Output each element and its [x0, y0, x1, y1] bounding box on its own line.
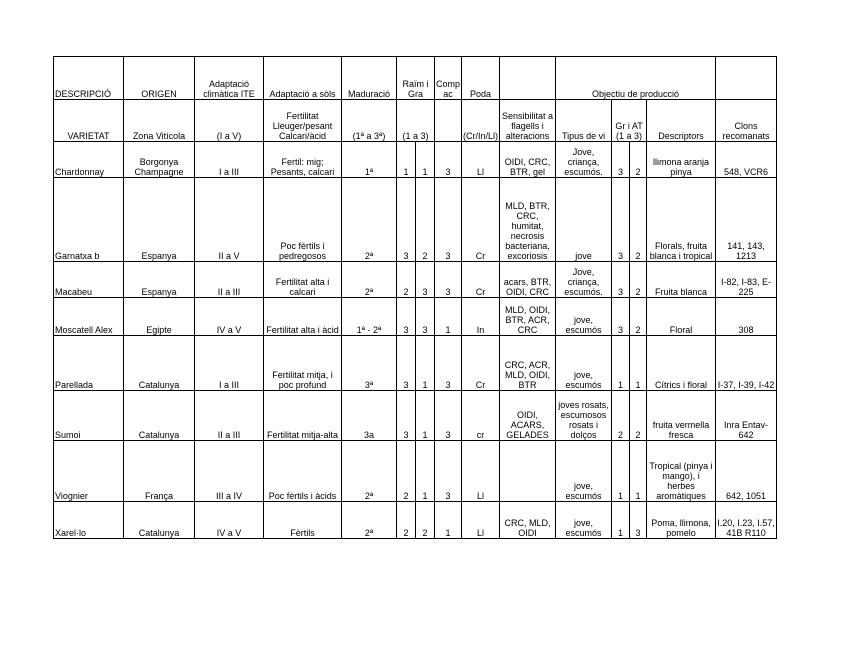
cell-gr: 1 — [612, 336, 630, 391]
header-clons: Clons recomanats — [716, 100, 777, 142]
cell-gr: 1 — [612, 502, 630, 539]
cell-clones: 642, 1051 — [716, 441, 777, 502]
cell-ite: II a III — [195, 391, 264, 441]
varieties-body — [54, 142, 777, 539]
table-row — [54, 142, 777, 178]
cell-clones: Inra Entav-642 — [716, 391, 777, 441]
cell-poda: cr — [462, 391, 500, 441]
cell-compac: 3 — [435, 336, 462, 391]
cell-compac: 3 — [435, 142, 462, 178]
cell-descriptors: llimona aranja pinya — [647, 142, 716, 178]
cell-raim: 3 — [397, 336, 416, 391]
cell-gr: 3 — [612, 298, 630, 336]
cell-maturation: 2ª — [342, 178, 397, 262]
header-maduracio-range: (1ª a 3ª) — [342, 100, 397, 142]
cell-descriptors: Fruita blanca — [647, 262, 716, 298]
cell-soil: Fertil: mig; Pesants, calcari — [264, 142, 342, 178]
header-raim-gra: Raïm i Gra — [397, 57, 435, 100]
header-compac-blank — [435, 100, 462, 142]
cell-wine: joves rosats, escumosos rosats i dolços — [556, 391, 612, 441]
cell-gr: 3 — [612, 142, 630, 178]
cell-maturation: 2ª — [342, 262, 397, 298]
table-row — [54, 262, 777, 298]
cell-gr: 3 — [612, 262, 630, 298]
cell-variety: Sumoi — [54, 391, 124, 441]
header-sensibilitat-top — [500, 57, 556, 100]
header-adaptacio-sols: Adaptació a sòls — [264, 57, 342, 100]
cell-raim: 3 — [397, 298, 416, 336]
cell-maturation: 1ª - 2ª — [342, 298, 397, 336]
header-clons-top — [716, 57, 777, 100]
table-row — [54, 441, 777, 502]
cell-gr: 2 — [612, 391, 630, 441]
cell-origin: França — [124, 441, 195, 502]
cell-compac: 3 — [435, 391, 462, 441]
header-varietat: VARIETAT — [54, 100, 124, 142]
cell-clones: 308 — [716, 298, 777, 336]
cell-wine: jove, escumós — [556, 441, 612, 502]
table-row — [54, 502, 777, 539]
table-row — [54, 298, 777, 336]
cell-poda: Ll — [462, 502, 500, 539]
cell-poda: In — [462, 298, 500, 336]
cell-ite: II a III — [195, 262, 264, 298]
header-tipus-vi: Tipus de vi — [556, 100, 612, 142]
header-zona-viticola: Zona Vitícola — [124, 100, 195, 142]
header-objectiu-produccio: Objectiu de producció — [556, 57, 716, 100]
cell-sensitivity: CRC, ACR, MLD, OIDI, BTR — [500, 336, 556, 391]
cell-origin: Catalunya — [124, 336, 195, 391]
header-descriptors: Descriptors — [647, 100, 716, 142]
cell-gra: 3 — [416, 262, 435, 298]
header-origen: ORIGEN — [124, 57, 195, 100]
cell-descriptors: Cítrics i floral — [647, 336, 716, 391]
cell-clones: I-37, I-39, I-42 — [716, 336, 777, 391]
cell-raim: 3 — [397, 178, 416, 262]
cell-maturation: 2ª — [342, 502, 397, 539]
cell-soil: Fertilitat alta i calcari — [264, 262, 342, 298]
cell-at: 1 — [630, 441, 647, 502]
cell-sensitivity: OIDI, CRC, BTR, gel — [500, 142, 556, 178]
cell-raim: 2 — [397, 441, 416, 502]
cell-at: 2 — [630, 391, 647, 441]
cell-ite: I a III — [195, 142, 264, 178]
cell-sensitivity: acars, BTR, OIDI, CRC — [500, 262, 556, 298]
cell-raim: 2 — [397, 502, 416, 539]
cell-soil: Fèrtils — [264, 502, 342, 539]
cell-origin: Egipte — [124, 298, 195, 336]
cell-ite: III a IV — [195, 441, 264, 502]
cell-poda: Ll — [462, 142, 500, 178]
cell-origin: Borgonya Champagne — [124, 142, 195, 178]
cell-origin: Catalunya — [124, 391, 195, 441]
cell-variety: Viognier — [54, 441, 124, 502]
cell-ite: IV a V — [195, 502, 264, 539]
cell-wine: jove, escumós — [556, 336, 612, 391]
header-adaptacio-climatica: Adaptació climàtica ITE — [195, 57, 264, 100]
cell-variety: Parellada — [54, 336, 124, 391]
cell-compac: 3 — [435, 262, 462, 298]
cell-compac: 1 — [435, 502, 462, 539]
header-poda-range: (Cr/In/Ll) — [462, 100, 500, 142]
cell-sensitivity: MLD, BTR, CRC, humitat, necrosis bacteriana, excoriosis — [500, 178, 556, 262]
cell-wine: jove — [556, 178, 612, 262]
header-gr-at: Gr i AT (1 a 3) — [612, 100, 647, 142]
cell-clones: 548, VCR6 — [716, 142, 777, 178]
cell-sensitivity: CRC, MLD, OIDI — [500, 502, 556, 539]
cell-poda: Cr — [462, 336, 500, 391]
cell-soil: Fertilitat mitja, i poc profund — [264, 336, 342, 391]
cell-clones: 141, 143, 1213 — [716, 178, 777, 262]
cell-at: 2 — [630, 178, 647, 262]
header-maduracio: Maduració — [342, 57, 397, 100]
varieties-table — [53, 56, 777, 539]
cell-at: 2 — [630, 262, 647, 298]
header-sensibilitat: Sensibilitat a flagells i alteracions — [500, 100, 556, 142]
cell-descriptors: Poma, llimona, pomelo — [647, 502, 716, 539]
cell-variety: Xarel·lo — [54, 502, 124, 539]
cell-maturation: 3ª — [342, 336, 397, 391]
cell-ite: II a V — [195, 178, 264, 262]
cell-descriptors: Tropical (pinya i mango), i herbes aromàtiques — [647, 441, 716, 502]
cell-variety: Garnatxa b — [54, 178, 124, 262]
header-row-1 — [54, 57, 777, 100]
cell-gra: 3 — [416, 298, 435, 336]
cell-ite: I a III — [195, 336, 264, 391]
table-row — [54, 391, 777, 441]
cell-descriptors: fruita vermella fresca — [647, 391, 716, 441]
header-row-2 — [54, 100, 777, 142]
cell-raim: 3 — [397, 391, 416, 441]
cell-soil: Poc fèrtils i àcids — [264, 441, 342, 502]
cell-gra: 1 — [416, 391, 435, 441]
cell-gra: 2 — [416, 178, 435, 262]
cell-descriptors: Florals, fruita blanca i tropical — [647, 178, 716, 262]
cell-sensitivity: OIDI, ACARS, GELADES — [500, 391, 556, 441]
cell-poda: Cr — [462, 262, 500, 298]
header-fertilitat: Fertilitat Lleuger/pesant Calcari/àcid — [264, 100, 342, 142]
cell-ite: IV a V — [195, 298, 264, 336]
cell-soil: Poc fèrtils i pedregosos — [264, 178, 342, 262]
cell-at: 3 — [630, 502, 647, 539]
cell-variety: Chardonnay — [54, 142, 124, 178]
cell-descriptors: Floral — [647, 298, 716, 336]
table-row — [54, 336, 777, 391]
cell-wine: jove, escumós — [556, 298, 612, 336]
cell-raim: 1 — [397, 142, 416, 178]
cell-variety: Moscatell Alex — [54, 298, 124, 336]
cell-at: 2 — [630, 298, 647, 336]
cell-gra: 1 — [416, 441, 435, 502]
cell-maturation: 1ª — [342, 142, 397, 178]
cell-variety: Macabeu — [54, 262, 124, 298]
cell-maturation: 3a — [342, 391, 397, 441]
table-row — [54, 178, 777, 262]
cell-poda: Ll — [462, 441, 500, 502]
cell-compac: 3 — [435, 441, 462, 502]
header-raim-gra-range: (1 a 3) — [397, 100, 435, 142]
cell-compac: 3 — [435, 178, 462, 262]
cell-wine: jove, escumós — [556, 502, 612, 539]
cell-soil: Fertilitat alta i àcid — [264, 298, 342, 336]
header-ite-range: (I a V) — [195, 100, 264, 142]
cell-compac: 1 — [435, 298, 462, 336]
cell-sensitivity: MLD, OIDI, BTR, ACR, CRC — [500, 298, 556, 336]
cell-raim: 2 — [397, 262, 416, 298]
cell-at: 1 — [630, 336, 647, 391]
cell-origin: Catalunya — [124, 502, 195, 539]
cell-clones: I.20, I.23, I.57, 41B R110 — [716, 502, 777, 539]
cell-gr: 3 — [612, 178, 630, 262]
header-compac: Comp ac — [435, 57, 462, 100]
cell-gra: 1 — [416, 336, 435, 391]
cell-wine: Jove, criança, escumós. — [556, 262, 612, 298]
header-poda: Poda — [462, 57, 500, 100]
cell-gr: 1 — [612, 441, 630, 502]
cell-origin: Espanya — [124, 178, 195, 262]
header-descripcio: DESCRIPCIÓ — [54, 57, 124, 100]
cell-maturation: 2ª — [342, 441, 397, 502]
cell-sensitivity — [500, 441, 556, 502]
cell-gra: 1 — [416, 142, 435, 178]
cell-at: 2 — [630, 142, 647, 178]
cell-gra: 2 — [416, 502, 435, 539]
cell-clones: I-82, I-83, E-225 — [716, 262, 777, 298]
cell-origin: Espanya — [124, 262, 195, 298]
cell-poda: Cr — [462, 178, 500, 262]
cell-wine: Jove, criança, escumós. — [556, 142, 612, 178]
cell-soil: Fertilitat mitja-alta — [264, 391, 342, 441]
